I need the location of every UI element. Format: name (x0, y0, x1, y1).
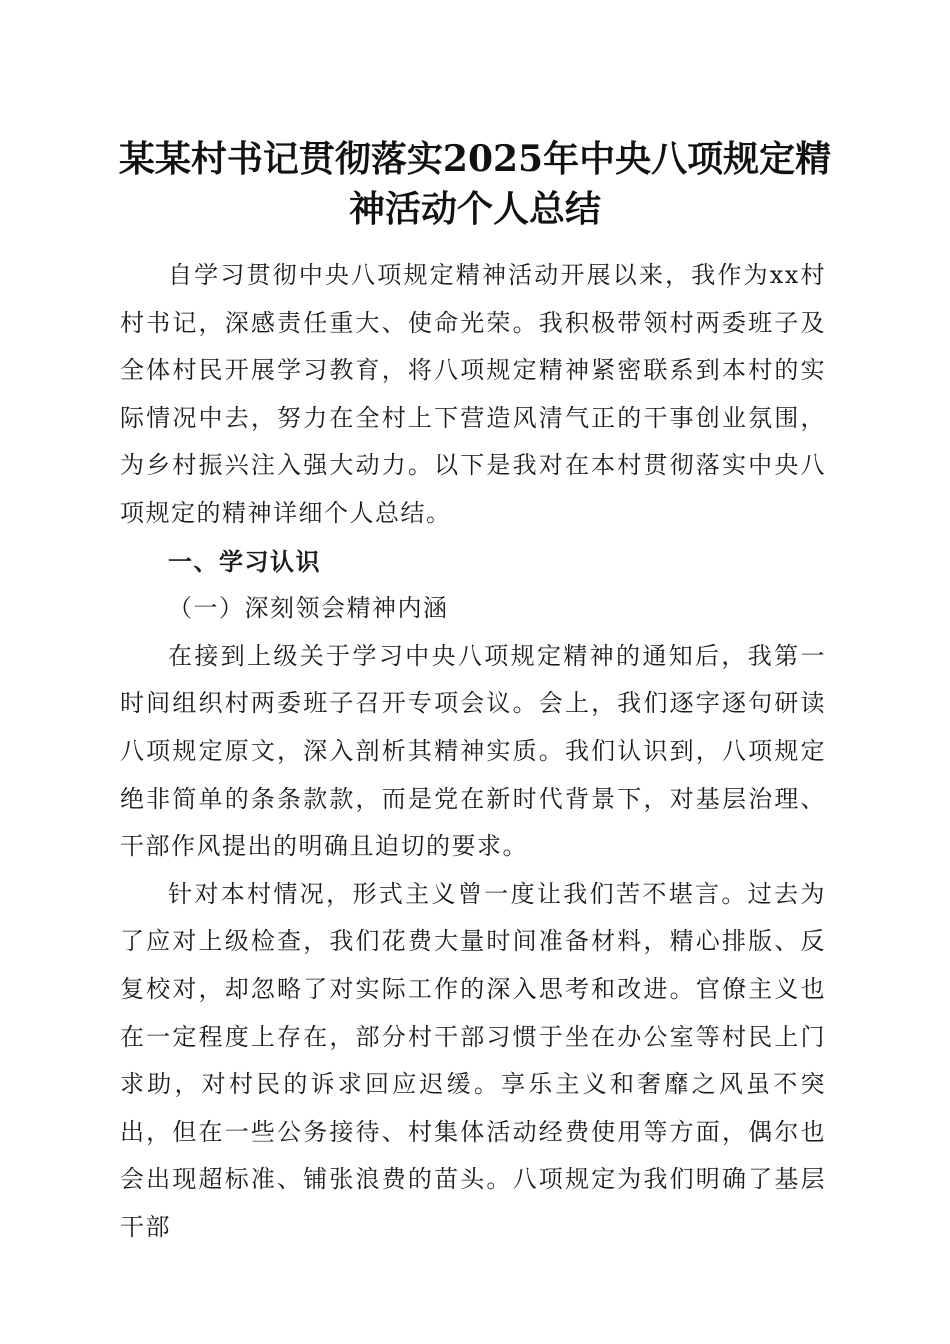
document-body (120, 252, 826, 1251)
body-paragraph: 针对本村情况，形式主义曾一度让我们苦不堪言。过去为了应对上级检查，我们花费大量时间准备材料，精心排版、反复校对，却忽略了对实际工作的深入思考和改进。官僚主义也在一定程度上存在，部分村干部习惯于坐在办公室等村民上门求助，对村民的诉求回应迟缓。享乐主义和奢靡之风虽不突出，但在一些公务接待、村集体活动经费使用等方面，偶尔也会出现超标准、铺张浪费的苗头。八项规定为我们明确了基层干部 (120, 879, 826, 1241)
document-title: 某某村书记贯彻落实2025年中央八项规定精神活动个人总结 (118, 138, 832, 230)
body-paragraph: 在接到上级关于学习中央八项规定精神的通知后，我第一时间组织村两委班子召开专项会议。会上，我们逐字逐句研读八项规定原文，深入剖析其精神实质。我们认识到，八项规定绝非简单的条条款款，而是党在新时代背景下，对基层治理、干部作风提出的明确且迫切的要求。 (120, 641, 826, 861)
section-heading: 一、学习认识 (168, 546, 321, 576)
intro-paragraph: 自学习贯彻中央八项规定精神活动开展以来，我作为xx村村书记，深感责任重大、使命光荣。我积极带领村两委班子及全体村民开展学习教育，将八项规定精神紧密联系到本村的实际情况中去，努力在全村上下营造风清气正的干事创业氛围，为乡村振兴注入强大动力。以下是我对在本村贯彻落实中央八项规定的精神详细个人总结。 (120, 261, 826, 527)
subsection-heading: （一）深刻领会精神内涵 (168, 594, 449, 623)
